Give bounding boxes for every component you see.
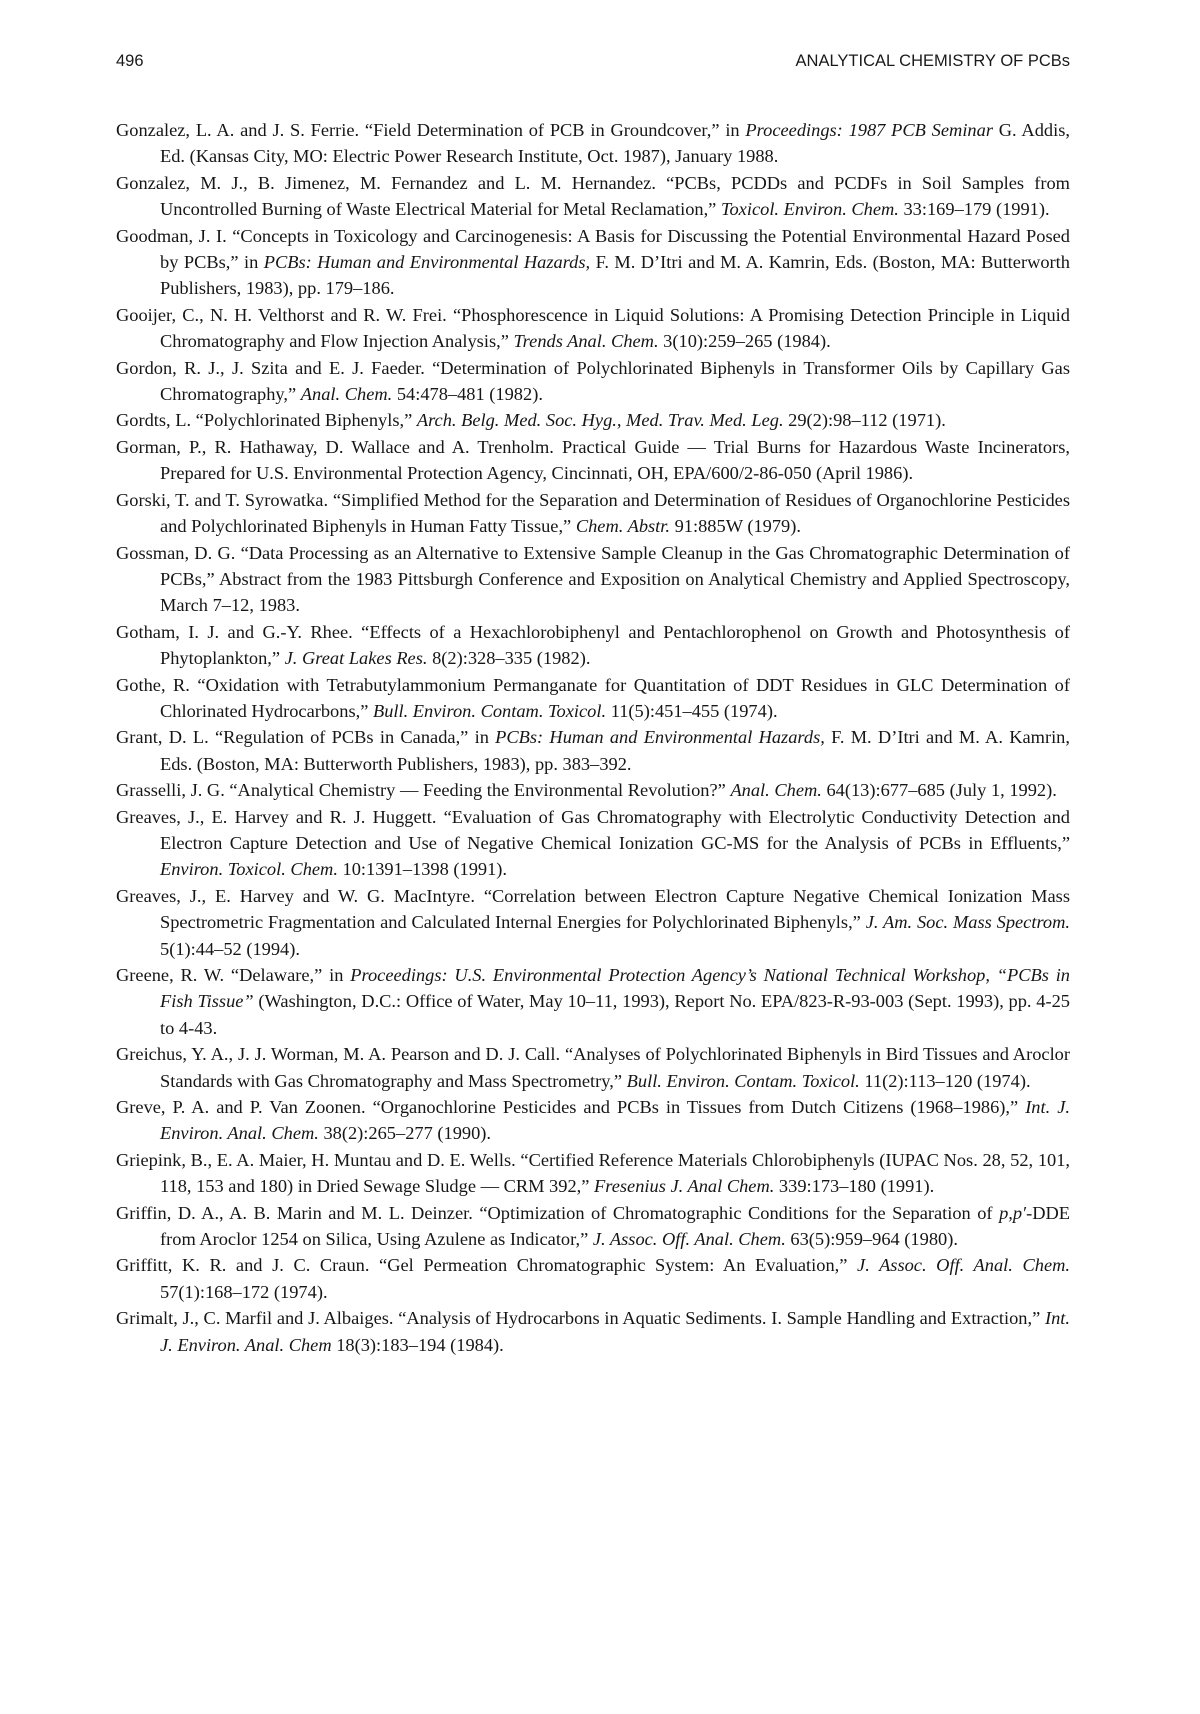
reference-text: Griffitt, K. R. and J. C. Craun. “Gel Permeation Chromatographic System: An Evaluation,” — [116, 1255, 858, 1276]
reference-text: Grasselli, J. G. “Analytical Chemistry — Feeding the Environmental Revolution?” — [116, 780, 731, 801]
reference-text: 18(3):183–194 (1984). — [331, 1334, 504, 1355]
reference-entry — [116, 1200, 1070, 1253]
reference-italic-text: Trends Anal. Chem. — [513, 331, 659, 352]
reference-italic-text: Int. J. Environ. Anal. Chem. — [160, 1097, 1070, 1144]
reference-text: Greene, R. W. “Delaware,” in — [116, 965, 351, 985]
reference-italic-text: Toxicol. Environ. Chem. — [720, 199, 899, 220]
reference-text: 10:1391–1398 (1991). — [337, 859, 508, 880]
reference-entry — [116, 1041, 1070, 1094]
reference-entry — [116, 355, 1070, 408]
reference-text: Grimalt, J., C. Marfil and J. Albaiges. “Analysis of Hydrocarbons in Aquatic Sediments. I. Sample Handling and Extraction,” — [116, 1308, 1045, 1329]
reference-entry — [116, 223, 1070, 302]
reference-text: 339:173–180 (1991). — [774, 1176, 935, 1197]
reference-text: 29(2):98–112 (1971). — [783, 410, 946, 431]
reference-entry — [116, 117, 1070, 170]
reference-text: 11(2):113–120 (1974). — [859, 1070, 1031, 1091]
reference-entry — [116, 962, 1070, 1041]
reference-text: Gooijer, C., N. H. Velthorst and R. W. Frei. “Phosphorescence in Liquid Solutions: A Promising Detection Principle in Liquid Chromatography and Flow Injection Analysis,” — [116, 304, 1070, 352]
reference-entry — [116, 1147, 1070, 1200]
reference-text: G. Addis, Ed. (Kansas City, MO: Electric Power Research Institute, Oct. 1987), January 1988. — [160, 120, 1070, 167]
reference-text: Greve, P. A. and P. Van Zoonen. “Organochlorine Pesticides and PCBs in Tissues from Dutch Citizens (1968–1986),” — [116, 1097, 1026, 1118]
reference-entry — [116, 487, 1070, 540]
reference-italic-text: Environ. Toxicol. Chem. — [160, 859, 338, 880]
reference-text: 11(5):451–455 (1974). — [606, 700, 778, 721]
reference-italic-text: Anal. Chem. — [300, 384, 393, 405]
reference-text: Gordts, L. “Polychlorinated Biphenyls,” — [116, 410, 417, 431]
reference-entry — [116, 1252, 1070, 1305]
reference-text: F. M. D’Itri and M. A. Kamrin, Eds. (Boston, MA: Butterworth Publishers, 1983), pp. 383–392. — [160, 727, 1070, 774]
reference-text: Grant, D. L. “Regulation of PCBs in Canada,” in — [116, 727, 496, 748]
running-title: ANALYTICAL CHEMISTRY OF PCBs — [795, 52, 1070, 70]
reference-entry — [116, 672, 1070, 725]
reference-text: Gossman, D. G. “Data Processing as an Alternative to Extensive Sample Cleanup in the Gas Chromatographic Determination of PCBs,” Abstract from the 1983 Pittsburgh Conference and Exposition on Analytical Chemistry and Applied Spectroscopy, March 7–12, 1983. — [116, 542, 1070, 616]
reference-text: Greaves, J., E. Harvey and R. J. Huggett. “Evaluation of Gas Chromatography with Electrolytic Conductivity Detection and Electron Capture Detection and Use of Negative Chemical Ionization GC-MS for the Analysis of PCBs in Effluents,” — [116, 806, 1070, 853]
reference-text: F. M. D’Itri and M. A. Kamrin, Eds. (Boston, MA: Butterworth Publishers, 1983), pp. 179–186. — [160, 252, 1070, 299]
reference-entry — [116, 883, 1070, 962]
reference-text: Greaves, J., E. Harvey and W. G. MacIntyre. “Correlation between Electron Capture Negative Chemical Ionization Mass Spectrometric Fragmentation and Calculated Internal Energies for Polychlorinated Biphenyls,” — [116, 885, 1070, 933]
reference-italic-text: J. Assoc. Off. Anal. Chem. — [857, 1255, 1070, 1276]
reference-italic-text: Chem. Abstr. — [575, 516, 671, 537]
reference-text: (Washington, D.C.: Office of Water, May 10–11, 1993), Report No. EPA/823-R-93-003 (Sept. 1993), pp. 4-25 to 4-43. — [160, 991, 1070, 1038]
reference-text: 8(2):328–335 (1982). — [427, 648, 591, 669]
reference-entry — [116, 619, 1070, 672]
reference-text: 54:478–481 (1982). — [392, 384, 543, 405]
reference-italic-text: J. Am. Soc. Mass Spectrom. — [865, 912, 1071, 933]
reference-text: Gonzalez, M. J., B. Jimenez, M. Fernandez and L. M. Hernandez. “PCBs, PCDDs and PCDFs in Soil Samples from Uncontrolled Burning of Waste Electrical Material for Metal Reclamation,” — [116, 172, 1070, 220]
reference-text: Greichus, Y. A., J. J. Worman, M. A. Pearson and D. J. Call. “Analyses of Polychlorinated Biphenyls in Bird Tissues and Aroclor Standards with Gas Chromatography and Mass Spectrometry,” — [116, 1044, 1070, 1091]
reference-text: Gotham, I. J. and G.-Y. Rhee. “Effects of a Hexachlorobiphenyl and Pentachlorophenol on Growth and Photosynthesis of Phytoplankton,” — [116, 621, 1070, 669]
page-number: 496 — [116, 52, 144, 70]
reference-italic-text: p,p′ — [999, 1202, 1027, 1223]
reference-italic-text: J. Assoc. Off. Anal. Chem. — [592, 1229, 786, 1250]
reference-italic-text: Fresenius J. Anal Chem. — [594, 1176, 775, 1197]
reference-entry — [116, 170, 1070, 223]
reference-text: Griepink, B., E. A. Maier, H. Muntau and D. E. Wells. “Certified Reference Materials Chlorobiphenyls (IUPAC Nos. 28, 52, 101, 118, 153 and 180) in Dried Sewage Sludge — CRM 392,” — [116, 1149, 1070, 1197]
reference-italic-text: Proceedings: U.S. Environmental Protection Agency’s National Technical Workshop, “PCBs in Fish Tissue” — [160, 965, 1071, 1012]
reference-text: 91:885W (1979). — [670, 516, 801, 537]
reference-text: Gordon, R. J., J. Szita and E. J. Faeder. “Determination of Polychlorinated Biphenyls in Transformer Oils by Capillary Gas Chromatography,” — [116, 357, 1070, 405]
reference-italic-text: J. Great Lakes Res. — [284, 648, 428, 669]
reference-italic-text: PCBs: Human and Environmental Hazards, — [495, 727, 825, 748]
reference-text: 38(2):265–277 (1990). — [318, 1123, 492, 1144]
reference-entry — [116, 1305, 1070, 1358]
reference-italic-text: Proceedings: 1987 PCB Seminar — [745, 120, 993, 140]
reference-italic-text: Anal. Chem. — [730, 780, 822, 801]
reference-text: 64(13):677–685 (July 1, 1992). — [821, 780, 1057, 801]
reference-text: Gorman, P., R. Hathaway, D. Wallace and A. Trenholm. Practical Guide — Trial Burns for Hazardous Waste Incinerators, Prepared for U.S. Environmental Protection Agency, Cincinnati, OH, EPA/600/2-86-050 (April 1986). — [116, 436, 1070, 484]
reference-text: 3(10):259–265 (1984). — [658, 331, 831, 352]
reference-text: Griffin, D. A., A. B. Marin and M. L. Deinzer. “Optimization of Chromatographic Conditions for the Separation of — [116, 1202, 1000, 1223]
reference-entry — [116, 1094, 1070, 1147]
reference-italic-text: Bull. Environ. Contam. Toxicol. — [372, 700, 607, 721]
reference-italic-text: Bull. Environ. Contam. Toxicol. — [626, 1070, 860, 1091]
reference-text: Goodman, J. I. “Concepts in Toxicology and Carcinogenesis: A Basis for Discussing the Potential Environmental Hazard Posed by PCBs,” in — [116, 225, 1070, 273]
reference-text: 33:169–179 (1991). — [898, 199, 1050, 220]
reference-italic-text: Int. J. Environ. Anal. Chem — [160, 1308, 1070, 1355]
reference-entry — [116, 302, 1070, 355]
reference-entry — [116, 434, 1070, 487]
reference-text: Gonzalez, L. A. and J. S. Ferrie. “Field Determination of PCB in Groundcover,” in — [116, 120, 746, 140]
reference-entry — [116, 407, 1070, 433]
reference-text: Gorski, T. and T. Syrowatka. “Simplified Method for the Separation and Determination of Residues of Organochlorine Pesticides and Polychlorinated Biphenyls in Human Fatty Tissue,” — [116, 489, 1070, 537]
reference-entry — [116, 724, 1070, 777]
reference-text: 57(1):168–172 (1974). — [160, 1281, 328, 1302]
reference-entry — [116, 804, 1070, 883]
page-header — [116, 52, 1070, 82]
reference-text: Gothe, R. “Oxidation with Tetrabutylammonium Permanganate for Quantitation of DDT Residues in GLC Determination of Chlorinated Hydrocarbons,” — [116, 674, 1070, 721]
reference-italic-text: PCBs: Human and Environmental Hazards, — [263, 252, 591, 273]
reference-text: 5(1):44–52 (1994). — [160, 938, 300, 959]
reference-entry — [116, 777, 1070, 803]
reference-text: 63(5):959–964 (1980). — [785, 1229, 958, 1250]
reference-list — [116, 117, 1070, 1358]
reference-text: -DDE from Aroclor 1254 on Silica, Using Azulene as Indicator,” — [160, 1202, 1070, 1250]
reference-italic-text: Arch. Belg. Med. Soc. Hyg., Med. Trav. Med. Leg. — [416, 410, 784, 431]
reference-entry — [116, 540, 1070, 619]
